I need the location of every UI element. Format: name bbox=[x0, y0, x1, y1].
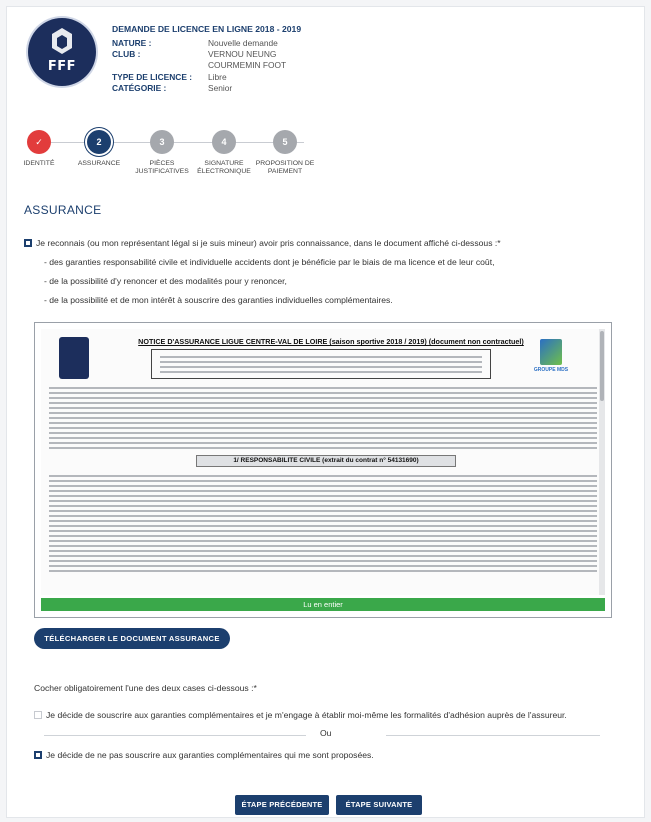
ligue-logo bbox=[59, 337, 89, 379]
mandatory-label: Cocher obligatoirement l'une des deux cases ci-dessous :* bbox=[34, 683, 257, 693]
document-section-heading: 1/ RESPONSABILITE CIVILE (extrait du contrat n° 54131690) bbox=[196, 455, 456, 467]
progress-stepper bbox=[20, 128, 320, 188]
option-subscribe-row bbox=[34, 710, 567, 720]
summary-row-type: TYPE DE LICENCE : Libre bbox=[112, 71, 227, 82]
document-text-block bbox=[49, 387, 597, 452]
document-scrollbar[interactable] bbox=[599, 329, 605, 595]
step-number: 4 bbox=[212, 130, 236, 154]
check-icon: ✓ bbox=[27, 130, 51, 154]
acknowledgement-checkbox[interactable] bbox=[24, 239, 32, 247]
summary-row-category: CATÉGORIE : Senior bbox=[112, 82, 233, 93]
step-number: 2 bbox=[87, 130, 111, 154]
bullet-1: - des garanties responsabilité civile et individuelle accidents dont je bénéficie par le biais de ma licence et de leur coût, bbox=[44, 257, 495, 267]
document-title: NOTICE D'ASSURANCE LIGUE CENTRE-VAL DE LOIRE (saison sportive 2018 / 2019) (document non contractuel) bbox=[138, 337, 524, 346]
document-text-block-2 bbox=[49, 475, 597, 575]
step-number: 3 bbox=[150, 130, 174, 154]
option-subscribe-checkbox[interactable] bbox=[34, 711, 42, 719]
document-page bbox=[41, 329, 605, 595]
acknowledgement-block bbox=[24, 234, 624, 310]
separator-text: Ou bbox=[320, 728, 332, 738]
step-pieces: 3 PIÈCES JUSTIFICATIVES bbox=[129, 128, 195, 176]
download-document-button[interactable]: TÉLÉCHARGER LE DOCUMENT ASSURANCE bbox=[34, 628, 230, 649]
step-paiement: 5 PROPOSITION DE PAIEMENT bbox=[252, 128, 318, 176]
separator-line-right bbox=[386, 735, 600, 736]
mds-logo: GROUPE MDS bbox=[521, 339, 581, 379]
option-decline-checkbox[interactable] bbox=[34, 751, 42, 759]
separator-line-left bbox=[44, 735, 306, 736]
acknowledgement-text: Je reconnais (ou mon représentant légal si je suis mineur) avoir pris connaissance, dans le document affiché ci-dessous :* bbox=[36, 238, 501, 248]
summary-row-club: CLUB : VERNOU NEUNG bbox=[112, 49, 277, 60]
rooster-icon bbox=[28, 18, 96, 86]
step-assurance[interactable]: 2 ASSURANCE bbox=[66, 128, 132, 168]
previous-step-button[interactable]: ÉTAPE PRÉCÉDENTE bbox=[235, 795, 329, 815]
next-step-button[interactable]: ÉTAPE SUIVANTE bbox=[336, 795, 422, 815]
form-title: DEMANDE DE LICENCE EN LIGNE 2018 - 2019 bbox=[112, 24, 302, 34]
option-decline-text: Je décide de ne pas souscrire aux garanties complémentaires qui me sont proposées. bbox=[46, 750, 374, 760]
bullet-2: - de la possibilité d'y renoncer et des modalités pour y renoncer, bbox=[44, 276, 287, 286]
logo-text: FFF bbox=[47, 59, 77, 74]
summary-row-nature: NATURE : Nouvelle demande bbox=[112, 38, 278, 48]
section-title: ASSURANCE bbox=[24, 203, 102, 217]
step-signature: 4 SIGNATURE ÉLECTRONIQUE bbox=[191, 128, 257, 176]
option-decline-row bbox=[34, 750, 374, 760]
option-subscribe-text: Je décide de souscrire aux garanties complémentaires et je m'engage à établir moi-même les formalités d'adhésion auprès de l'assureur. bbox=[46, 710, 567, 720]
summary-row-club-2: COURMEMIN FOOT bbox=[208, 60, 287, 71]
read-status-bar: Lu en entier bbox=[41, 598, 605, 611]
document-contact-box bbox=[151, 349, 491, 379]
bullet-3: - de la possibilité et de mon intérêt à souscrire des garanties individuelles complémentaires. bbox=[44, 295, 393, 305]
licence-summary bbox=[112, 24, 532, 94]
step-number: 5 bbox=[273, 130, 297, 154]
insurance-document-viewer[interactable] bbox=[34, 322, 612, 618]
step-identite[interactable]: ✓ IDENTITÉ bbox=[6, 128, 72, 168]
acknowledgement-row bbox=[24, 234, 624, 253]
fff-logo bbox=[28, 18, 96, 86]
or-separator bbox=[40, 728, 600, 742]
